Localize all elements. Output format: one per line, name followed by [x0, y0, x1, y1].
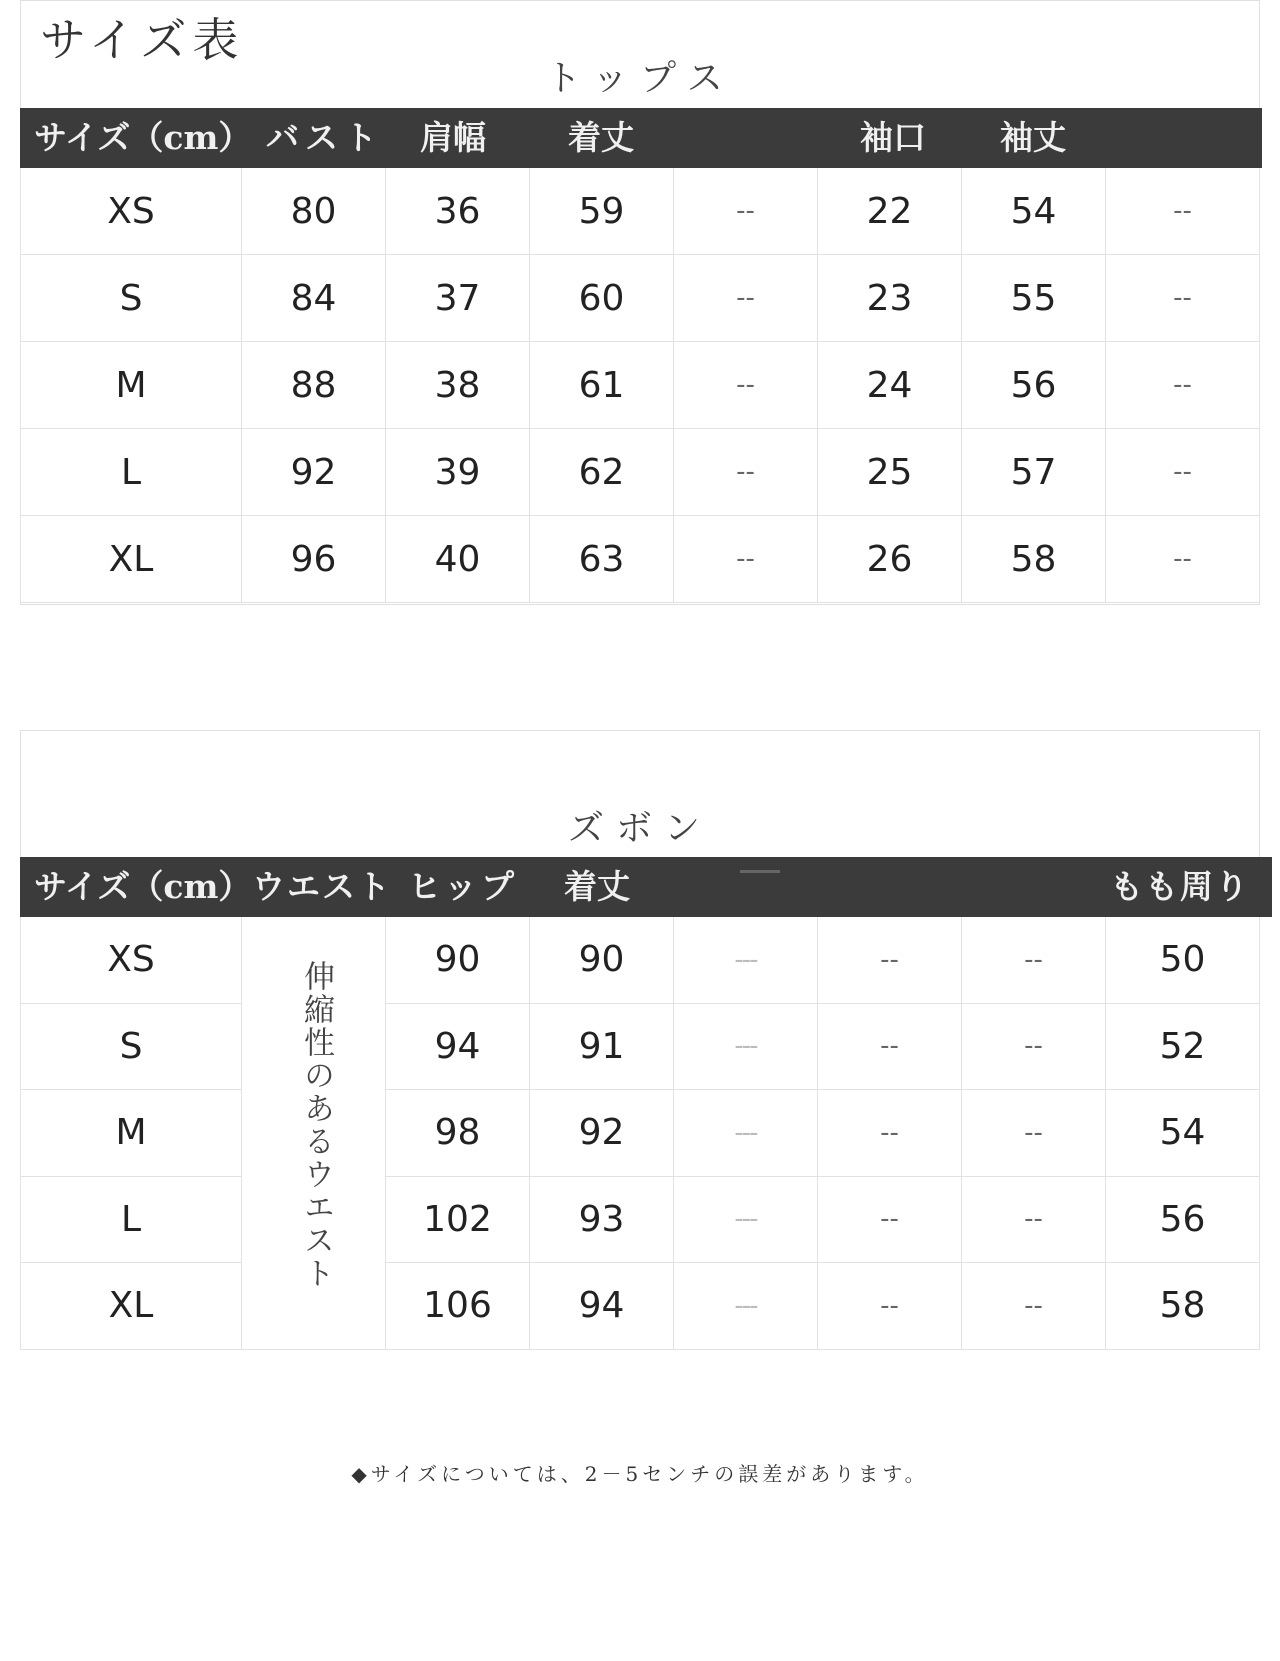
bottoms-cell: 50: [1106, 917, 1260, 1004]
table-row: [20, 168, 1260, 255]
bottoms-header-thigh: もも周り: [1110, 867, 1250, 906]
tops-cell: 61: [530, 342, 674, 429]
tops-cell: 26: [818, 516, 962, 603]
tops-cell: 63: [530, 516, 674, 603]
tops-cell: 39: [386, 429, 530, 516]
tops-header-shoulder: 肩幅: [420, 118, 486, 157]
tops-cell: --: [1106, 255, 1260, 342]
tops-cell: 84: [242, 255, 386, 342]
bottoms-cell: ---: [674, 1263, 818, 1350]
tops-header-size: サイズ（cm）: [34, 118, 252, 157]
bottoms-cell: --: [818, 1004, 962, 1091]
bottoms-cell: 94: [386, 1004, 530, 1091]
table-row: [20, 917, 1260, 1004]
tops-cell: --: [674, 429, 818, 516]
bottoms-cell: ---: [674, 1090, 818, 1177]
bottoms-cell: 54: [1106, 1090, 1260, 1177]
bottoms-header-bar: [20, 857, 1272, 917]
tops-cell: --: [674, 516, 818, 603]
tops-cell: M: [20, 342, 242, 429]
tops-cell: --: [1106, 429, 1260, 516]
tops-cell: --: [1106, 168, 1260, 255]
tops-cell: --: [674, 255, 818, 342]
tops-cell: 56: [962, 342, 1106, 429]
bottoms-cell: 56: [1106, 1177, 1260, 1264]
tops-header-length: 着丈: [568, 118, 634, 157]
bottoms-cell: 90: [530, 917, 674, 1004]
tops-cell: 62: [530, 429, 674, 516]
bottoms-cell: --: [818, 1090, 962, 1177]
bottoms-header-size: サイズ（cm）: [34, 867, 252, 906]
tops-cell: 36: [386, 168, 530, 255]
bottoms-cell: 102: [386, 1177, 530, 1264]
tops-cell: 88: [242, 342, 386, 429]
bottoms-cell: --: [962, 1004, 1106, 1091]
bottoms-cell: --: [962, 1263, 1106, 1350]
bottoms-cell: 52: [1106, 1004, 1260, 1091]
tops-cell: 24: [818, 342, 962, 429]
bottoms-cell: --: [818, 917, 962, 1004]
bottoms-cell: 94: [530, 1263, 674, 1350]
tops-cell: 37: [386, 255, 530, 342]
bottoms-cell: 90: [386, 917, 530, 1004]
bottoms-header-hip: ヒップ: [408, 867, 519, 906]
tops-cell: 80: [242, 168, 386, 255]
tops-cell: --: [1106, 342, 1260, 429]
bottoms-cell: --: [818, 1263, 962, 1350]
bottoms-header-waist: ウエスト: [252, 867, 392, 906]
bottoms-cell: XS: [20, 917, 242, 1004]
tops-cell: 23: [818, 255, 962, 342]
tops-cell: 92: [242, 429, 386, 516]
table-row: [20, 1004, 1260, 1091]
bottoms-cell: XL: [20, 1263, 242, 1350]
tops-header-sleeve: 袖丈: [1000, 118, 1066, 157]
bottoms-cell: 58: [1106, 1263, 1260, 1350]
bottoms-cell: S: [20, 1004, 242, 1091]
table-row: [20, 1090, 1260, 1177]
tops-cell: S: [20, 255, 242, 342]
table-row: [20, 1177, 1260, 1264]
table-row: [20, 255, 1260, 342]
bottoms-cell: --: [962, 1090, 1106, 1177]
bottoms-cell: L: [20, 1177, 242, 1264]
header-divider-mark: [740, 870, 780, 873]
bottoms-cell: ---: [674, 917, 818, 1004]
tops-section-title: トップス: [545, 58, 735, 99]
tops-table: [20, 168, 1260, 604]
table-row: [20, 342, 1260, 429]
waist-note: 伸縮性のあるウエスト: [298, 960, 334, 1290]
bottoms-cell: 106: [386, 1263, 530, 1350]
tops-cell: --: [674, 342, 818, 429]
tops-header-cuff: 袖口: [860, 118, 926, 157]
bottoms-cell: 98: [386, 1090, 530, 1177]
bottoms-table: [20, 917, 1260, 1350]
tops-cell: 55: [962, 255, 1106, 342]
table-row: [20, 516, 1260, 603]
tops-header-bust: バスト: [266, 118, 383, 157]
bottoms-cell: --: [962, 917, 1106, 1004]
tops-cell: XL: [20, 516, 242, 603]
tops-cell: 25: [818, 429, 962, 516]
tops-cell: 22: [818, 168, 962, 255]
table-row: [20, 429, 1260, 516]
page-title: サイズ表: [40, 13, 245, 67]
tops-cell: 58: [962, 516, 1106, 603]
tops-cell: 38: [386, 342, 530, 429]
bottoms-cell: 93: [530, 1177, 674, 1264]
tops-cell: --: [674, 168, 818, 255]
bottoms-header-length: 着丈: [564, 867, 630, 906]
tops-cell: XS: [20, 168, 242, 255]
bottoms-cell: 91: [530, 1004, 674, 1091]
tops-cell: 40: [386, 516, 530, 603]
bottoms-cell: --: [962, 1177, 1106, 1264]
footnote: ◆サイズについては、2－5センチの誤差があります。: [351, 1462, 929, 1486]
tops-cell: --: [1106, 516, 1260, 603]
tops-cell: 59: [530, 168, 674, 255]
bottoms-cell: M: [20, 1090, 242, 1177]
bottoms-cell: 92: [530, 1090, 674, 1177]
bottoms-cell: ---: [674, 1004, 818, 1091]
bottoms-section-title: ズボン: [567, 808, 712, 849]
tops-cell: 60: [530, 255, 674, 342]
bottoms-cell: ---: [674, 1177, 818, 1264]
tops-cell: 54: [962, 168, 1106, 255]
bottoms-cell: --: [818, 1177, 962, 1264]
tops-cell: 57: [962, 429, 1106, 516]
tops-cell: L: [20, 429, 242, 516]
tops-header-bar: [20, 108, 1262, 168]
table-row: [20, 1263, 1260, 1350]
tops-cell: 96: [242, 516, 386, 603]
